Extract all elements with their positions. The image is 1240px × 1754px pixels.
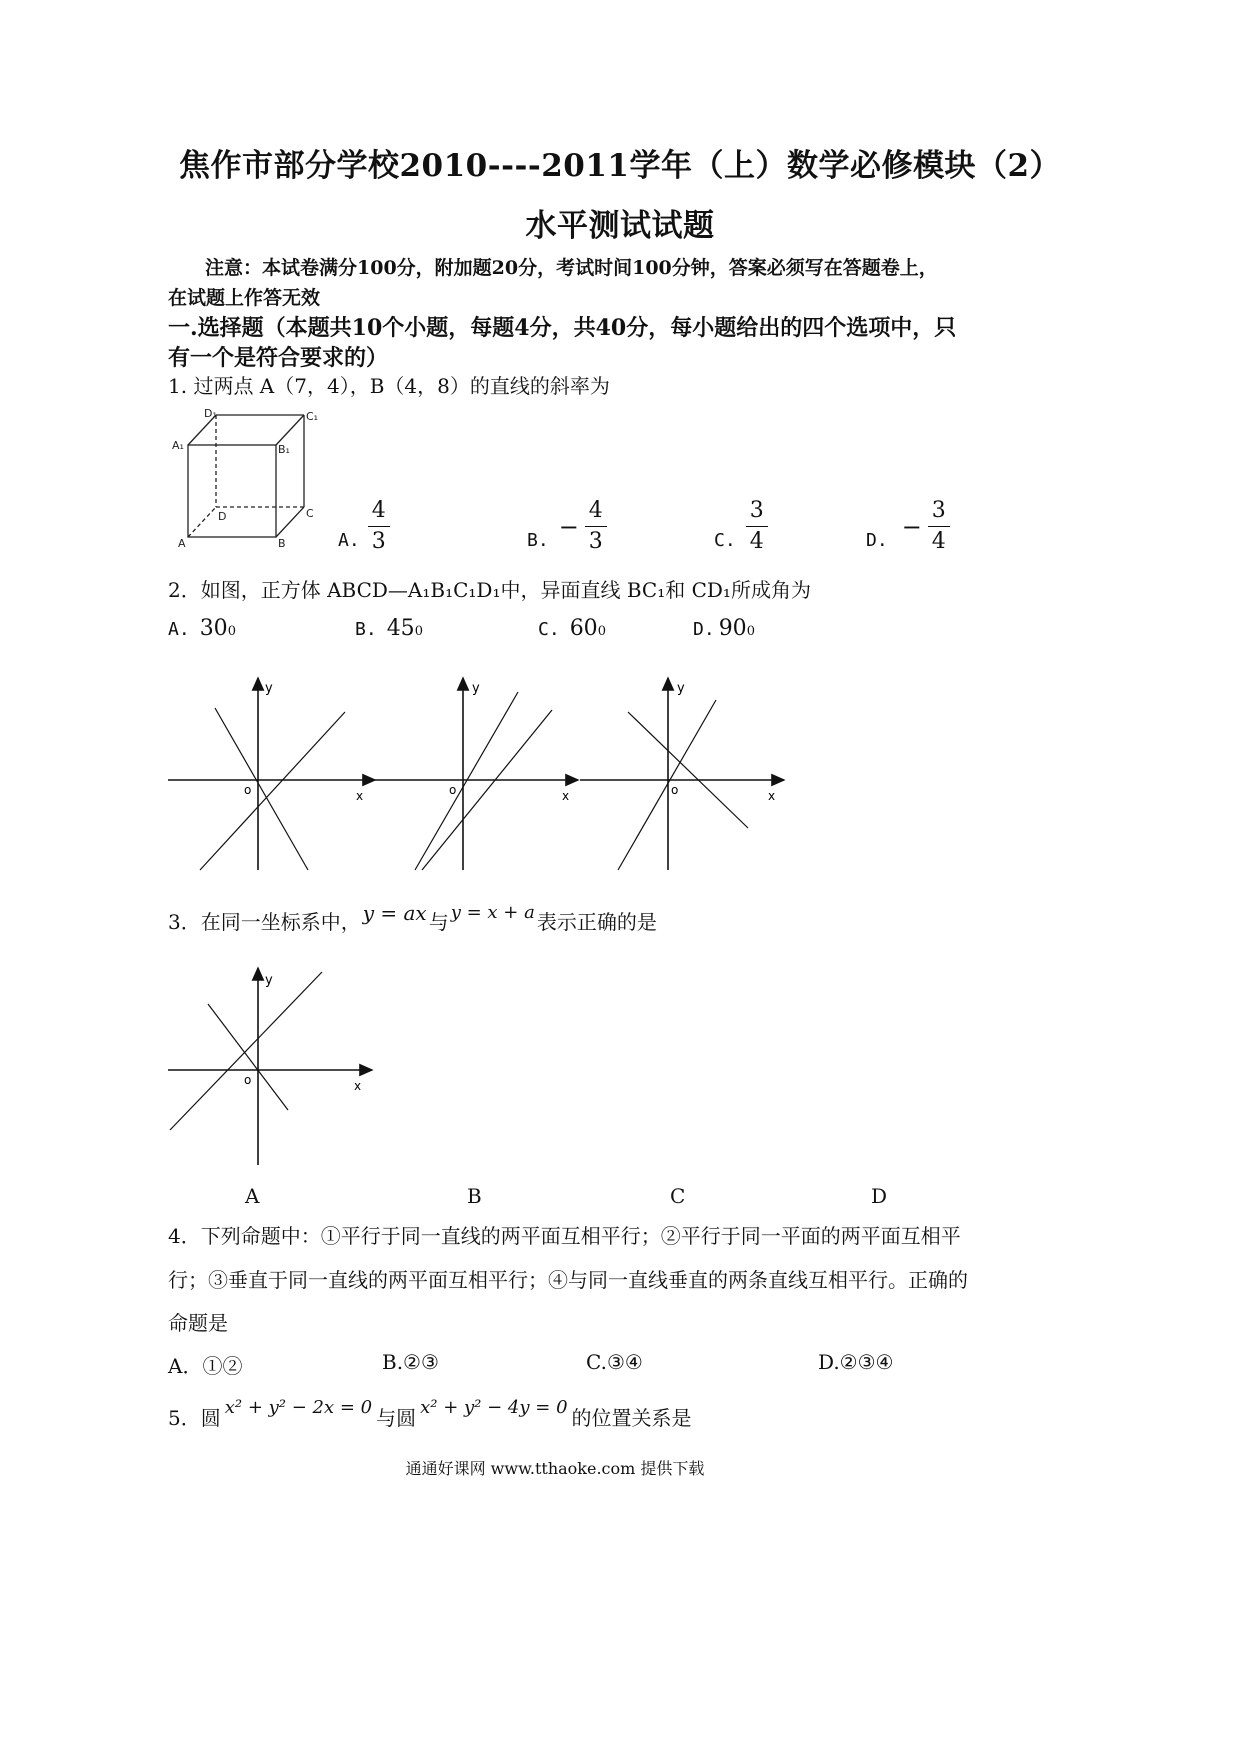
q2-option-b-value: 45 [386, 616, 415, 641]
graph-top-2-y-label: y [472, 681, 480, 696]
q2-option-d-degree: 0 [746, 624, 755, 639]
q2-option-a[interactable] [168, 616, 236, 641]
graph-top-3 [580, 678, 784, 870]
footer-watermark: 通通好课网 www.tthaoke.com 提供下载 [405, 1459, 705, 1478]
q1-option-d-den: 4 [931, 529, 946, 554]
q5-suffix: 的位置关系是 [571, 1406, 692, 1430]
cube-label-c: C [306, 507, 314, 520]
q2-option-b-label: B. [355, 619, 377, 640]
graph-bottom-a-x-label: x [354, 1079, 362, 1093]
graph-top-3-origin-label: o [671, 783, 679, 797]
graph-top-3-line-b [618, 700, 716, 870]
graph-top-1 [168, 678, 375, 870]
graph-bottom-a [160, 960, 390, 1175]
title-line-1: 焦作市部分学校2010----2011学年（上）数学必修模块（2） [178, 148, 1062, 184]
q2-option-d-label: D. [693, 619, 715, 640]
q3-suffix: 表示正确的是 [536, 910, 657, 934]
q5-mid: 与圆 [376, 1406, 417, 1430]
q1-option-d-fraction [928, 500, 950, 553]
graph-bottom-a-origin-label: o [244, 1073, 252, 1087]
graph-top-3-y-label: y [677, 681, 685, 696]
q2-option-a-value: 30 [199, 616, 228, 641]
q4-option-a[interactable]: A．①② [168, 1354, 243, 1378]
graph-top-1-line-a [215, 708, 308, 870]
graph-bottom-a-y-label: y [265, 973, 273, 988]
graph-top-3-line-a [628, 712, 748, 828]
cube-edge-b1c1 [276, 415, 304, 445]
q1-option-a-num: 4 [371, 498, 386, 523]
q1-option-c-fraction [746, 500, 768, 553]
q4-option-d[interactable]: D.②③④ [818, 1350, 894, 1374]
q1-option-a-label: A. [338, 530, 360, 551]
q1-option-b-label: B. [527, 530, 549, 551]
question-5-text [168, 1397, 692, 1431]
cube-front-face [188, 445, 276, 537]
q1-option-b[interactable] [527, 500, 607, 553]
cube-figure [168, 405, 328, 555]
q5-prefix: 5．圆 [168, 1406, 221, 1430]
q4-option-c[interactable]: C.③④ [586, 1350, 643, 1374]
graph-choice-d[interactable]: D [871, 1184, 888, 1208]
q5-equation-2: x² + y² − 4y = 0 [420, 1397, 568, 1418]
q2-option-a-label: A. [168, 619, 190, 640]
q1-option-a[interactable] [338, 500, 390, 553]
cube-label-a1: A₁ [172, 439, 184, 452]
graph-choice-c[interactable]: C [670, 1184, 686, 1208]
cube-label-a: A [178, 537, 186, 550]
question-3-text [168, 900, 657, 935]
q2-option-d[interactable] [693, 616, 755, 641]
graph-top-1-origin-label: o [244, 783, 252, 797]
graph-top-1-line-b [200, 712, 345, 870]
q1-option-c-den: 4 [749, 529, 764, 554]
question-1-text: 1. 过两点 A（7，4），B（4，8）的直线的斜率为 [168, 374, 610, 398]
q1-option-b-num: 4 [588, 498, 603, 523]
q1-option-d-label: D. [866, 530, 888, 551]
cube-edge-bc [276, 507, 304, 537]
title-line-2: 水平测试试题 [525, 208, 715, 244]
cube-label-b: B [278, 537, 286, 550]
q1-option-a-den: 3 [371, 529, 386, 554]
graph-bottom-a-line-b [170, 972, 322, 1130]
question-4-line-3: 命题是 [168, 1311, 228, 1335]
q2-option-c-label: C. [538, 619, 560, 640]
q3-equation-1: y = ax [362, 900, 427, 925]
graph-top-2-line-a [415, 692, 518, 870]
graph-top-1-y-label: y [265, 681, 273, 696]
graph-top-2-line-b [422, 710, 552, 870]
section-heading-line-2: 有一个是符合要求的） [168, 345, 389, 371]
q1-option-a-fraction [368, 500, 390, 553]
q1-option-d[interactable] [866, 500, 950, 553]
q2-option-b-degree: 0 [414, 624, 423, 639]
q2-option-b[interactable] [355, 616, 423, 641]
question-4-line-2: 行；③垂直于同一直线的两平面互相平行；④与同一直线垂直的两条直线互相平行。正确的 [168, 1268, 968, 1292]
q1-option-d-num: 3 [931, 498, 946, 523]
q1-option-c-num: 3 [749, 498, 764, 523]
q1-option-c[interactable] [714, 500, 768, 553]
cube-edge-ad-hidden [188, 507, 216, 537]
q5-equation-1: x² + y² − 2x = 0 [224, 1397, 373, 1418]
q3-prefix: 3．在同一坐标系中， [168, 910, 361, 934]
q3-equation-2: y = x + a [450, 902, 535, 923]
graph-top-2-x-label: x [562, 789, 570, 803]
graph-choice-b[interactable]: B [467, 1184, 482, 1208]
question-2-text: 2．如图，正方体 ABCD—A₁B₁C₁D₁中，异面直线 BC₁和 CD₁所成角为 [168, 578, 811, 602]
graph-top-1-x-label: x [356, 789, 364, 803]
q2-option-d-value: 90 [718, 616, 747, 641]
q2-option-a-degree: 0 [227, 624, 236, 639]
graphs-top-row [160, 670, 800, 880]
notice-line-2: 在试题上作答无效 [168, 287, 321, 309]
cube-label-d1: D₁ [204, 407, 217, 420]
q1-option-c-label: C. [714, 530, 736, 551]
q1-option-b-fraction [585, 500, 607, 553]
cube-label-b1: B₁ [278, 443, 290, 456]
q1-option-d-sign: − [901, 513, 922, 541]
graph-top-2-origin-label: o [449, 783, 457, 797]
q3-mid: 与 [428, 910, 449, 934]
q1-option-b-sign: − [558, 513, 579, 541]
question-4-line-1: 4．下列命题中：①平行于同一直线的两平面互相平行；②平行于同一平面的两平面互相平 [168, 1224, 961, 1248]
q2-option-c-value: 60 [569, 616, 598, 641]
graph-choice-a[interactable]: A [245, 1184, 260, 1208]
q1-option-b-den: 3 [588, 529, 603, 554]
cube-label-d: D [218, 510, 227, 523]
section-heading-line-1: 一.选择题（本题共10个小题，每题4分，共40分，每小题给出的四个选项中，只 [168, 315, 957, 341]
cube-label-c1: C₁ [306, 410, 319, 423]
q2-option-c[interactable] [538, 616, 606, 641]
q4-option-b[interactable]: B.②③ [382, 1350, 439, 1374]
q2-option-c-degree: 0 [597, 624, 606, 639]
graph-top-3-x-label: x [768, 789, 776, 803]
notice-line-1: 注意：本试卷满分100分，附加题20分，考试时间100分钟，答案必须写在答题卷上， [205, 257, 938, 279]
graph-top-2 [375, 678, 578, 870]
